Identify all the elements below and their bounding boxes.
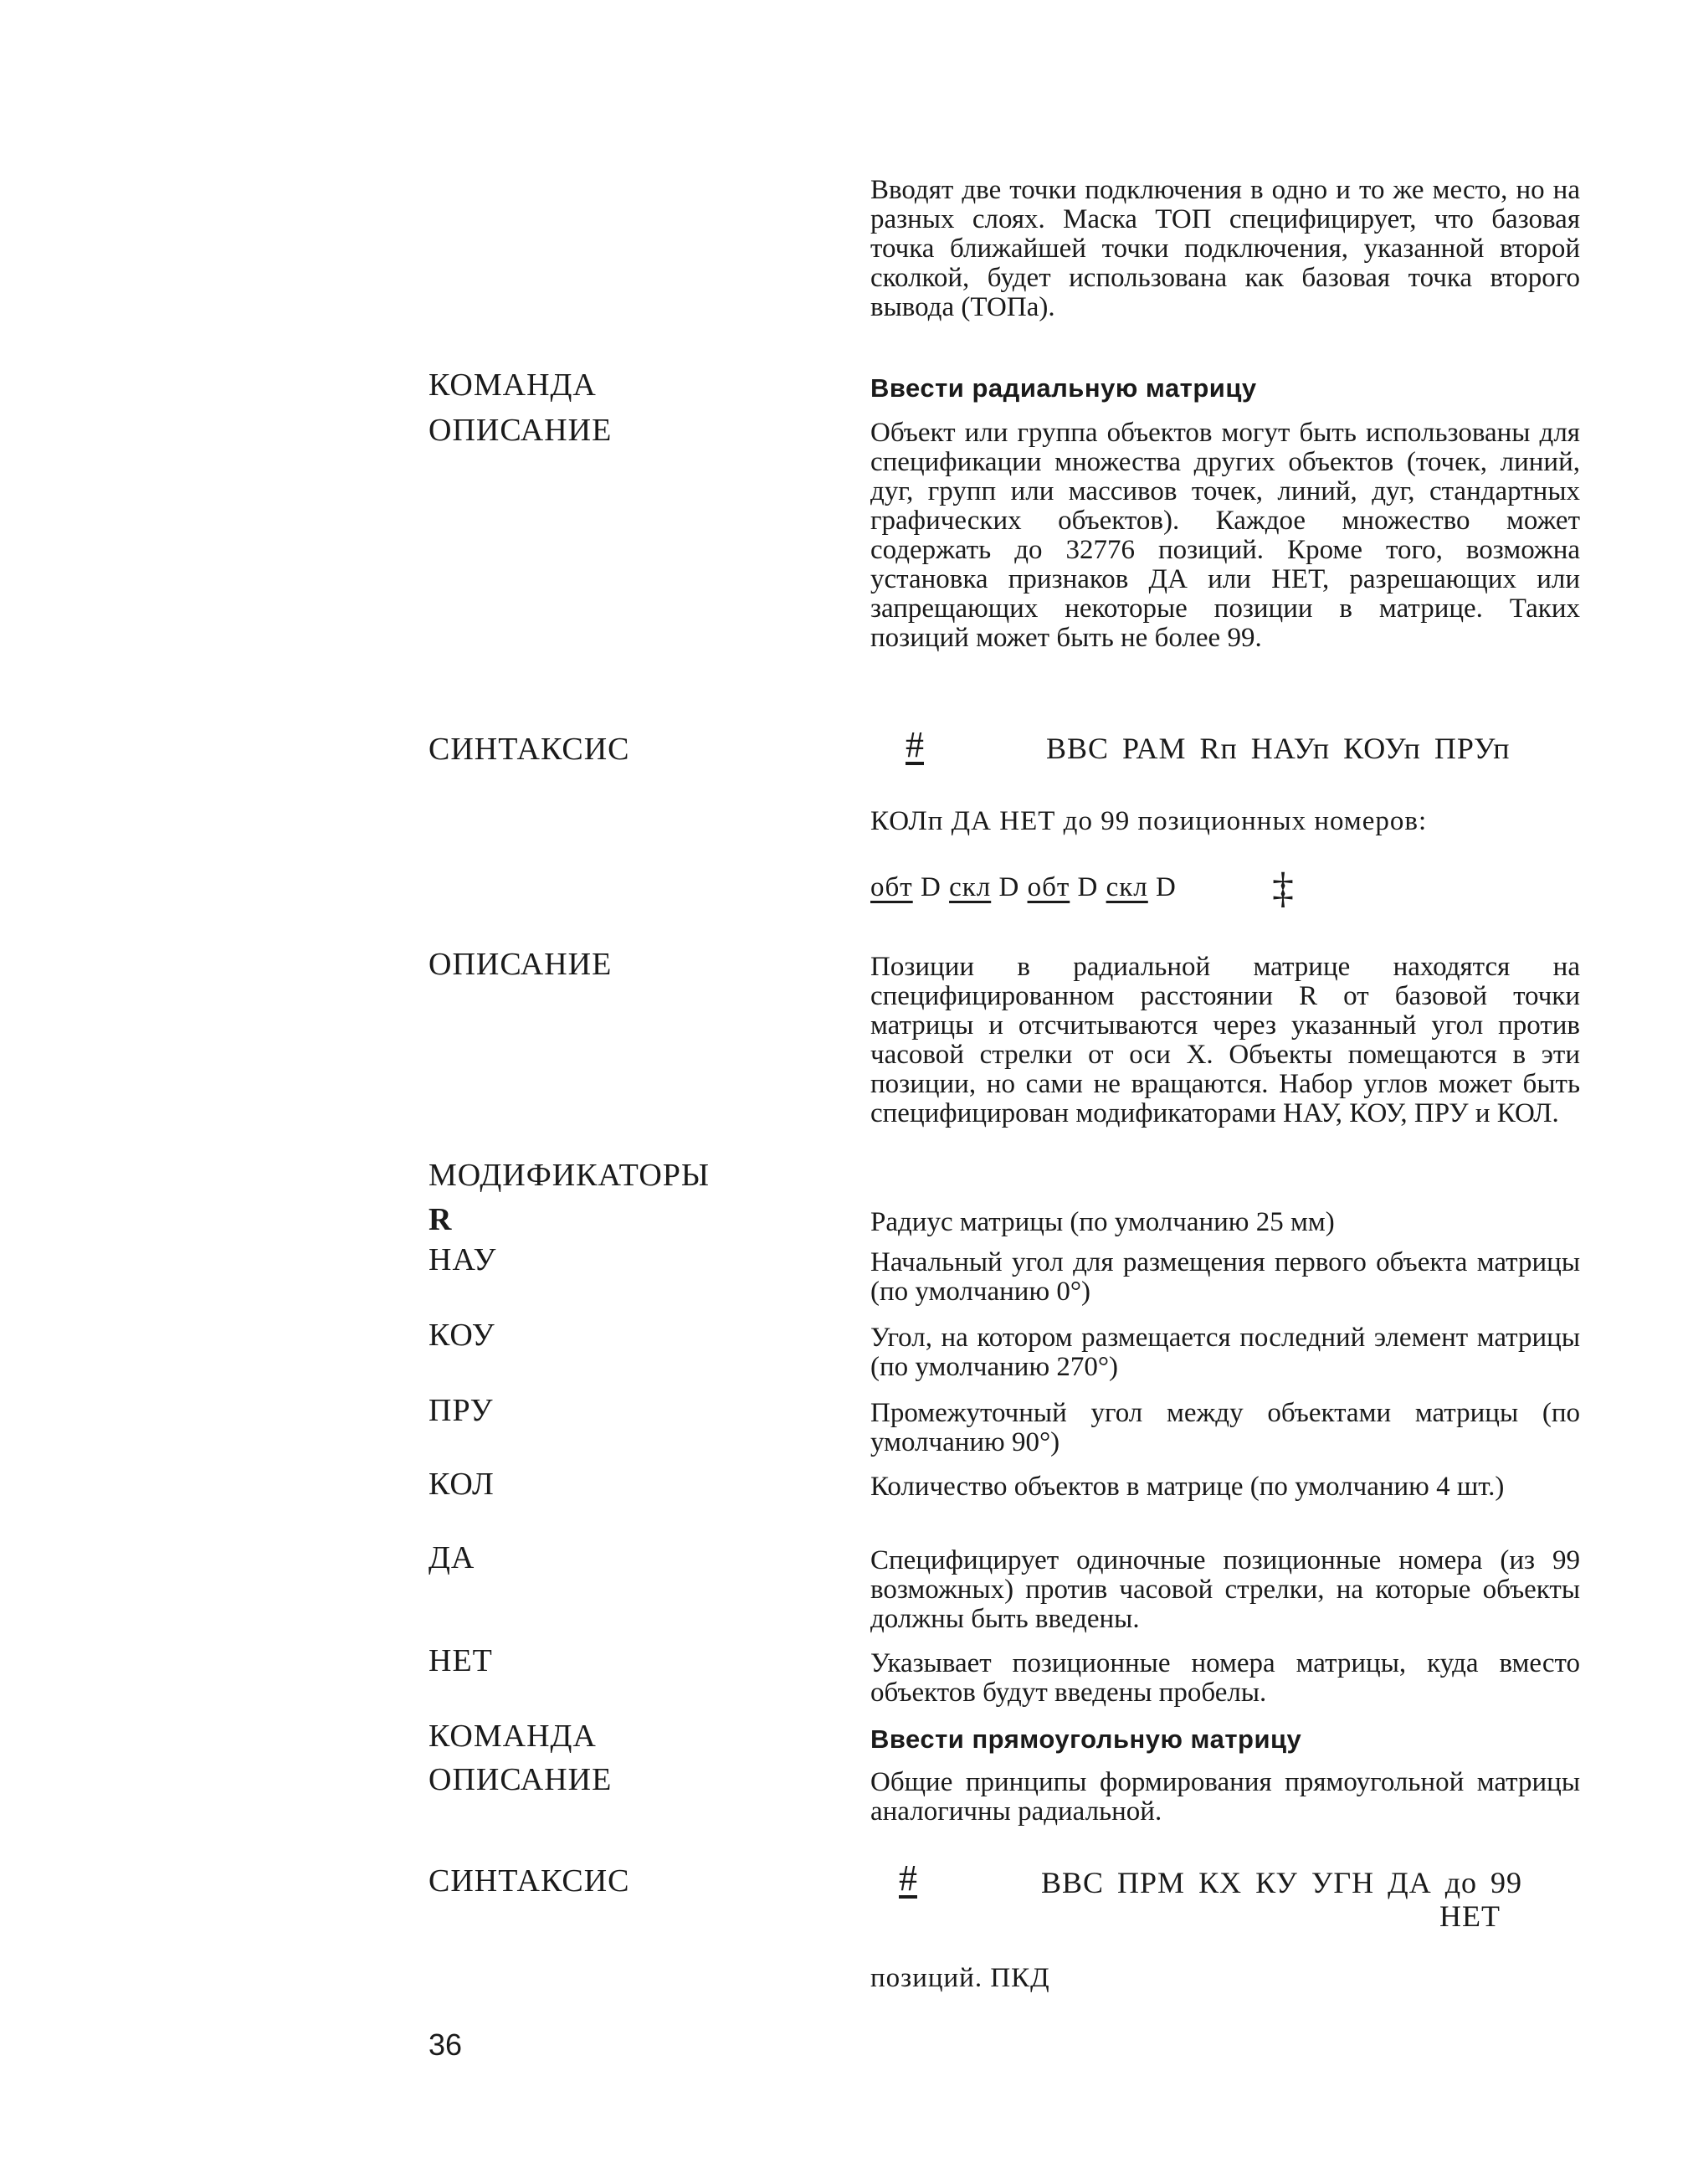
radial-syntax-line1: ВВС РАМ Rп НАУп КОУп ПРУп: [1046, 732, 1511, 765]
modifier-name: КОУ: [428, 1318, 495, 1353]
modifier-text: Угол, на котором размещается последний элемент матрицы (по умолчанию 270°): [870, 1323, 1580, 1382]
syntax-obj-1: обт: [870, 872, 913, 902]
modifier-name: ДА: [428, 1540, 475, 1575]
modifier-text: Радиус матрицы (по умолчанию 25 мм): [870, 1207, 1335, 1237]
label-command-2: КОМАНДА: [428, 1719, 597, 1754]
radial-syntax-line2: КОЛп ДА НЕТ до 99 позиционных номеров:: [870, 806, 1428, 836]
syntax-d-1: D: [920, 872, 941, 902]
label-description-2: ОПИСАНИЕ: [428, 947, 613, 982]
syntax-obj-2: обт: [1027, 872, 1070, 902]
radial-end-mark: ‡: [1272, 865, 1294, 912]
page-number: 36: [428, 2027, 463, 2062]
rect-syntax-line1b: НЕТ: [1439, 1899, 1501, 1933]
label-syntax: СИНТАКСИС: [428, 732, 630, 767]
modifier-name: НАУ: [428, 1242, 497, 1277]
modifier-text: Количество объектов в матрице (по умолчанию 4 шт.): [870, 1472, 1505, 1502]
radial-syntax-hash: #: [906, 724, 924, 765]
label-modifiers: МОДИФИКАТОРЫ: [428, 1158, 711, 1193]
syntax-d-3: D: [1077, 872, 1099, 902]
syntax-skl-1: скл: [949, 872, 992, 902]
radial-title: Ввести радиальную матрицу: [870, 373, 1257, 403]
label-command: КОМАНДА: [428, 367, 597, 403]
rect-description: Общие принципы формирования прямоугольной матрицы аналогичны радиальной.: [870, 1767, 1580, 1827]
modifier-text: Указывает позиционные номера матрицы, куда вместо объектов будут введены пробелы.: [870, 1648, 1580, 1708]
modifier-name: ПРУ: [428, 1393, 494, 1428]
syntax-skl-2: скл: [1106, 872, 1148, 902]
modifier-text: Специфицирует одиночные позиционные номера (из 99 возможных) против часовой стрелки, на которые объекты должны быть введены.: [870, 1545, 1580, 1634]
modifier-text: Промежуточный угол между объектами матрицы (по умолчанию 90°): [870, 1398, 1580, 1457]
syntax-d-2: D: [998, 872, 1020, 902]
rect-syntax-hash: #: [899, 1858, 917, 1899]
radial-syntax-line3: [870, 872, 1177, 903]
modifier-text: Начальный угол для размещения первого объекта матрицы (по умолчанию 0°): [870, 1247, 1580, 1307]
label-description-3: ОПИСАНИЕ: [428, 1762, 613, 1797]
modifier-name: R: [428, 1202, 453, 1237]
label-description: ОПИСАНИЕ: [428, 413, 613, 448]
modifier-name: НЕТ: [428, 1643, 493, 1678]
rect-title: Ввести прямоугольную матрицу: [870, 1724, 1302, 1754]
rect-syntax-line2: позиций. ПКД: [870, 1963, 1050, 1993]
label-syntax-2: СИНТАКСИС: [428, 1863, 630, 1899]
intro-paragraph: Вводят две точки подключения в одно и то же место, но на разных слоях. Маска ТОП специфицирует, что базовая точка ближайшей точки подключения, указанной второй сколкой, будет использована как базовая точка второго вывода (ТОПа).: [870, 175, 1580, 322]
radial-description: Объект или группа объектов могут быть использованы для спецификации множества других объектов (точек, линий, дуг, групп или массивов точек, линий, дуг, стандартных графических объектов). Каждое множество может содержать до 32776 позиций. Кроме того, возможна установка признаков ДА или НЕТ, разрешающих или запрещающих некоторые позиции в матрице. Таких позиций может быть не более 99.: [870, 418, 1580, 653]
radial-description-2: Позиции в радиальной матрице находятся на специфицированном расстоянии R от базовой точки матрицы и отсчитываются через указанный угол против часовой стрелки от оси X. Объекты помещаются в эти позиции, но сами не вращаются. Набор углов может быть специфицирован модификаторами НАУ, КОУ, ПРУ и КОЛ.: [870, 952, 1580, 1128]
syntax-d-4: D: [1156, 872, 1177, 902]
rect-syntax-line1: ВВС ПРМ КХ КУ УГН ДА до 99: [1041, 1866, 1523, 1899]
modifier-name: КОЛ: [428, 1467, 495, 1502]
